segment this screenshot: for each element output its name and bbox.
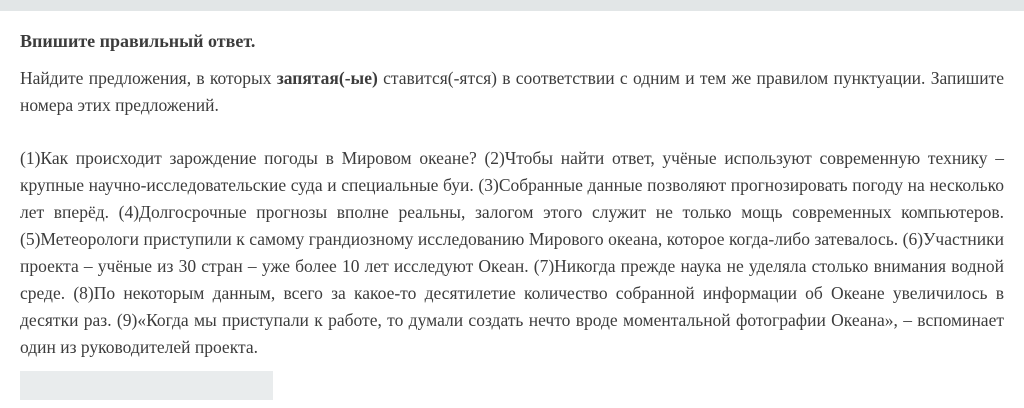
task-instruction <box>20 65 1004 119</box>
instruction-text-bold: запятая(-ые) <box>276 68 378 88</box>
task-heading: Впишите правильный ответ. <box>20 31 256 51</box>
instruction-text-suffix: ставится(-ятся) в соответствии с одним и тем же правилом пунктуации. Запишите номера этих предложений. <box>20 68 1004 115</box>
passage-text: (1)Как происходит зарождение погоды в Мировом океане? (2)Чтобы найти ответ, учёные используют современную технику – крупные научно-исследовательские суда и специальные буи. (3)Собранные данные позволяют прогнозировать погоду на несколько лет вперёд. (4)Долгосрочные прогнозы вполне реальны, залогом этого служит не только мощь современных компьютеров. (5)Метеорологи приступили к самому грандиозному исследованию Мирового океана, которое когда-либо затевалось. (6)Участники проекта – учёные из 30 стран – уже более 10 лет исследуют Океан. (7)Никогда прежде наука не уделяла столько внимания водной среде. (8)По некоторым данным, всего за какое-то десятилетие количество собранной информации об Океане увеличилось в десятки раз. (9)«Когда мы приступали к работе, то думали создать нечто вроде моментальной фотографии Океана», – вспоминает один из руководителей проекта. <box>20 148 1004 357</box>
task-container <box>0 31 1024 400</box>
top-bar <box>0 0 1024 11</box>
instruction-text-prefix: Найдите предложения, в которых <box>20 68 277 88</box>
answer-input[interactable] <box>20 371 273 400</box>
